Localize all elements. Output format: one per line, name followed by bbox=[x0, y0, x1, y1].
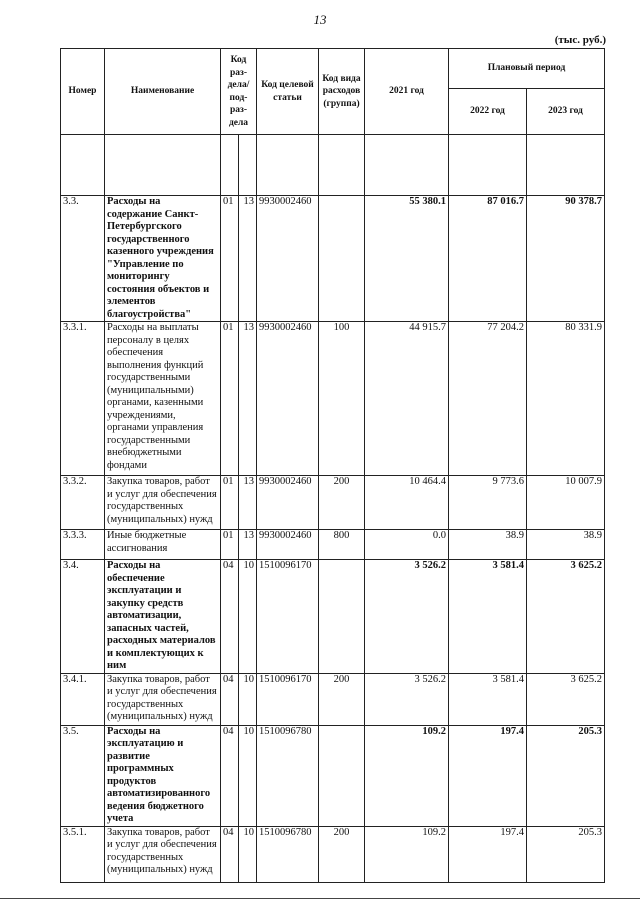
row-name: Расходы на выплаты персоналу в целях обеспечения выполнения функций государственными (муниципальными) органами, казенными учреждениями, органами управления государственными внебюджетными фондами bbox=[105, 322, 221, 476]
row-expense: 100 bbox=[319, 322, 365, 476]
table-body bbox=[61, 196, 605, 883]
row-number: 3.3. bbox=[61, 196, 105, 322]
row-razdel: 04 bbox=[221, 673, 239, 725]
header-spacer-row bbox=[61, 135, 605, 196]
row-2023: 90 378.7 bbox=[527, 196, 605, 322]
table-row bbox=[61, 322, 605, 476]
row-name: Расходы на содержание Санкт-Петербургского государственного казенного учреждения "Управление по мониторингу состояния объектов и элементов благоустройства" bbox=[105, 196, 221, 322]
row-number: 3.4.1. bbox=[61, 673, 105, 725]
row-podrazdel: 13 bbox=[239, 196, 257, 322]
row-2023: 38.9 bbox=[527, 530, 605, 560]
units-label: (тыс. руб.) bbox=[554, 34, 606, 46]
header-2021: 2021 год bbox=[365, 49, 449, 135]
table-row bbox=[61, 560, 605, 674]
row-podrazdel: 13 bbox=[239, 476, 257, 530]
row-number: 3.3.1. bbox=[61, 322, 105, 476]
row-target: 1510096780 bbox=[257, 725, 319, 826]
row-name: Закупка товаров, работ и услуг для обеспечения государственных (муниципальных) нужд bbox=[105, 673, 221, 725]
row-2022: 87 016.7 bbox=[449, 196, 527, 322]
row-target: 9930002460 bbox=[257, 530, 319, 560]
row-expense: 200 bbox=[319, 673, 365, 725]
row-target: 9930002460 bbox=[257, 476, 319, 530]
row-number: 3.3.2. bbox=[61, 476, 105, 530]
row-2022: 197.4 bbox=[449, 725, 527, 826]
row-podrazdel: 10 bbox=[239, 826, 257, 882]
row-expense: 800 bbox=[319, 530, 365, 560]
row-target: 9930002460 bbox=[257, 322, 319, 476]
row-razdel: 04 bbox=[221, 560, 239, 674]
table-row bbox=[61, 196, 605, 322]
row-razdel: 04 bbox=[221, 725, 239, 826]
row-razdel: 01 bbox=[221, 322, 239, 476]
row-2021: 44 915.7 bbox=[365, 322, 449, 476]
row-2023: 205.3 bbox=[527, 725, 605, 826]
row-2022: 77 204.2 bbox=[449, 322, 527, 476]
row-2021: 109.2 bbox=[365, 725, 449, 826]
row-razdel: 04 bbox=[221, 826, 239, 882]
header-name: Наименование bbox=[105, 49, 221, 135]
row-name: Иные бюджетные ассигнования bbox=[105, 530, 221, 560]
table-row bbox=[61, 673, 605, 725]
budget-table bbox=[60, 48, 605, 883]
row-razdel: 01 bbox=[221, 530, 239, 560]
bottom-rule bbox=[0, 898, 640, 899]
row-2021: 55 380.1 bbox=[365, 196, 449, 322]
row-name: Расходы на эксплуатацию и развитие программных продуктов автоматизированного ведения бюджетного учета bbox=[105, 725, 221, 826]
row-2023: 10 007.9 bbox=[527, 476, 605, 530]
row-podrazdel: 10 bbox=[239, 673, 257, 725]
header-planned: Плановый период bbox=[449, 49, 605, 89]
row-target: 9930002460 bbox=[257, 196, 319, 322]
table-row bbox=[61, 826, 605, 882]
row-2022: 3 581.4 bbox=[449, 673, 527, 725]
row-expense bbox=[319, 725, 365, 826]
row-2023: 3 625.2 bbox=[527, 673, 605, 725]
row-name: Закупка товаров, работ и услуг для обеспечения государственных (муниципальных) нужд bbox=[105, 826, 221, 882]
row-2021: 3 526.2 bbox=[365, 673, 449, 725]
header-target: Код целевой статьи bbox=[257, 49, 319, 135]
row-expense bbox=[319, 560, 365, 674]
row-2022: 9 773.6 bbox=[449, 476, 527, 530]
row-name: Расходы на обеспечение эксплуатации и закупку средств автоматизации, запасных частей, расходных материалов и комплектующих к ним bbox=[105, 560, 221, 674]
table-row bbox=[61, 725, 605, 826]
row-2022: 38.9 bbox=[449, 530, 527, 560]
header-expense: Код вида расходов (группа) bbox=[319, 49, 365, 135]
row-razdel: 01 bbox=[221, 196, 239, 322]
table-header-row bbox=[61, 49, 605, 89]
row-target: 1510096170 bbox=[257, 560, 319, 674]
row-2023: 80 331.9 bbox=[527, 322, 605, 476]
row-number: 3.5.1. bbox=[61, 826, 105, 882]
header-section: Код раз- дела/ под- раз- дела bbox=[221, 49, 257, 135]
table-row bbox=[61, 530, 605, 560]
row-2023: 3 625.2 bbox=[527, 560, 605, 674]
row-target: 1510096780 bbox=[257, 826, 319, 882]
table-row bbox=[61, 476, 605, 530]
row-2021: 0.0 bbox=[365, 530, 449, 560]
header-2022: 2022 год bbox=[449, 89, 527, 135]
row-podrazdel: 13 bbox=[239, 530, 257, 560]
row-expense bbox=[319, 196, 365, 322]
row-razdel: 01 bbox=[221, 476, 239, 530]
row-2021: 109.2 bbox=[365, 826, 449, 882]
row-target: 1510096170 bbox=[257, 673, 319, 725]
row-2021: 10 464.4 bbox=[365, 476, 449, 530]
row-expense: 200 bbox=[319, 476, 365, 530]
row-number: 3.3.3. bbox=[61, 530, 105, 560]
row-2021: 3 526.2 bbox=[365, 560, 449, 674]
page-number: 13 bbox=[313, 12, 327, 27]
row-expense: 200 bbox=[319, 826, 365, 882]
row-podrazdel: 10 bbox=[239, 560, 257, 674]
row-podrazdel: 10 bbox=[239, 725, 257, 826]
row-name: Закупка товаров, работ и услуг для обеспечения государственных (муниципальных) нужд bbox=[105, 476, 221, 530]
row-2023: 205.3 bbox=[527, 826, 605, 882]
header-2023: 2023 год bbox=[527, 89, 605, 135]
row-number: 3.4. bbox=[61, 560, 105, 674]
header-number: Номер bbox=[61, 49, 105, 135]
row-2022: 3 581.4 bbox=[449, 560, 527, 674]
row-number: 3.5. bbox=[61, 725, 105, 826]
row-podrazdel: 13 bbox=[239, 322, 257, 476]
row-2022: 197.4 bbox=[449, 826, 527, 882]
